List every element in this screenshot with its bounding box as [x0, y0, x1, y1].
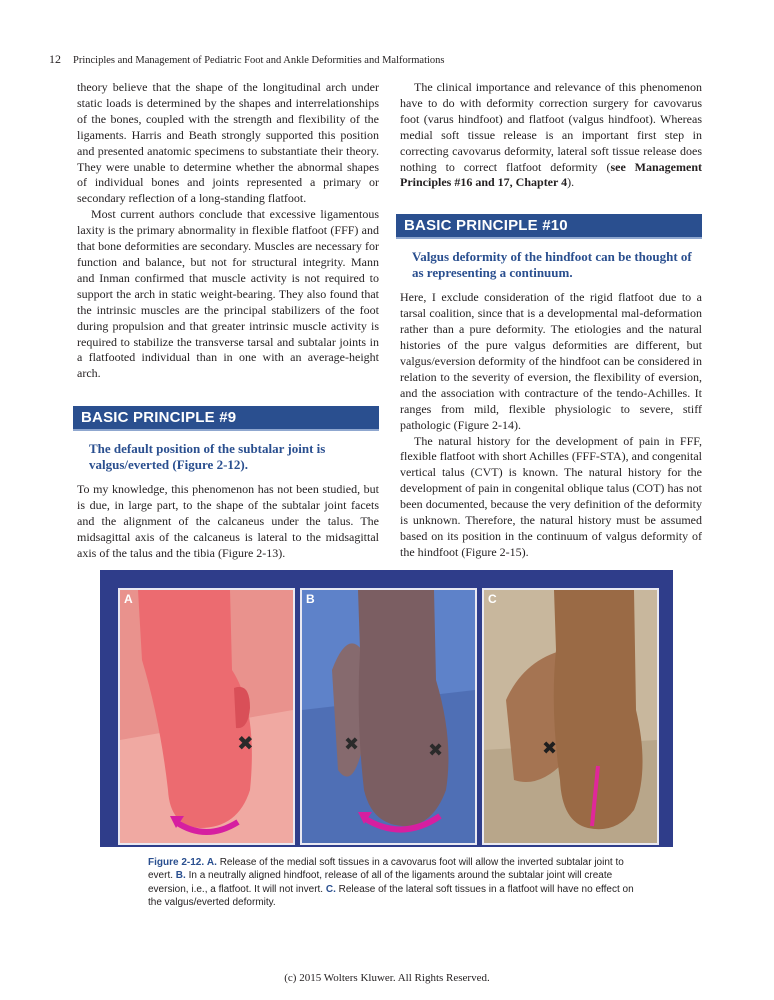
- heel-shape: [554, 590, 643, 829]
- caption-text-c: Release of the lateral soft tissues in a flatfoot will have no effect on the valgus/everted deformity.: [148, 883, 634, 909]
- left-column: [77, 80, 379, 562]
- caption-text-a: Release of the medial soft tissues in a cavovarus foot will allow the inverted subtalar joint to evert.: [148, 857, 624, 882]
- cross-reference: see Management Principles #16 and 17, Chapter 4: [400, 159, 702, 190]
- right-column: [400, 80, 702, 561]
- caption-text-b: In a neutrally aligned hindfoot, release of all of the ligaments around the subtalar joint will create eversion, i.e., a flatfoot. It will not invert.: [148, 870, 613, 895]
- figure-2-12: [100, 570, 673, 847]
- marker-x: ✖: [428, 740, 444, 761]
- paragraph: To my knowledge, this phenomenon has not been studied, but is due, in large part, to the shape of the subtalar joint facets and the alignment of the calcaneus under the talus. The midsagittal axis of the calcaneus is lateral to the midsagittal axis of the talus and the tibia (Figure 2-13).: [77, 482, 379, 560]
- paragraph: Most current authors conclude that excessive ligamentous laxity is the primary abnormality in flexible flatfoot (FFF) and that bone deformities are secondary. Muscles are necessary for function and balance, but not for structural integrity. Mann and Inman confirmed that muscle activity is not required to support the arch in static weight-bearing. They also found that the intrinsic muscles are the principal stabilizers of the foot during propulsion and that greater intrinsic muscle activity is required to stabilize the transverse tarsal and subtalar joints in a flatfooted individual than in one with an average-height arch.: [77, 207, 379, 381]
- paragraph: [400, 80, 702, 191]
- running-title: Principles and Management of Pediatric Foot and Ankle Deformities and Malformations: [73, 55, 445, 66]
- figure-panel-c: [482, 588, 659, 845]
- caption-label-a: A.: [206, 857, 217, 868]
- caption-label-b: B.: [175, 870, 186, 882]
- marker-x: ✖: [344, 734, 360, 755]
- paragraph: theory believe that the shape of the longitudinal arch under static loads is determined by the shapes and interrelationships of the bones, coupled with the strength and flexibility of the ligaments. Harris and Beath strongly supported this position and presented anatomic specimens to substantiate their theory. They were unable to determine whether the abnormal shapes of individual bones and joints represented a primary or secondary reflection of a long-standing flatfoot.: [77, 80, 379, 206]
- basic-principle-9-banner: BASIC PRINCIPLE #9: [73, 406, 379, 431]
- marker-x: ✖: [237, 731, 254, 755]
- photo-panel-b: [302, 590, 475, 843]
- running-header: [49, 52, 729, 67]
- panel-label: B: [306, 592, 315, 606]
- panel-label: C: [488, 592, 497, 606]
- panel-label: A: [124, 592, 133, 606]
- paragraph-text: ).: [567, 175, 575, 190]
- principle-statement: The default position of the subtalar joint is valgus/everted (Figure 2-12).: [89, 441, 326, 473]
- figure-caption: [148, 856, 648, 910]
- principle-statement: Valgus deformity of the hindfoot can be thought of as representing a continuum.: [412, 249, 692, 281]
- paragraph-text: The clinical importance and relevance of this phenomenon have to do with deformity correction surgery for cavovarus foot (varus hindfoot) and flatfoot (valgus hindfoot). Whereas medial soft tissue release is an important first step in correcting cavovarus deformity, lateral soft tissue release does nothing to correct flatfoot deformity (: [400, 80, 702, 174]
- basic-principle-10-banner: BASIC PRINCIPLE #10: [396, 214, 702, 239]
- marker-x: ✖: [542, 738, 558, 759]
- paragraph: Here, I exclude consideration of the rigid flatfoot due to a tarsal coalition, since that is a developmental mal-deformation rather than a pure deformity. The etiologies and the natural histories of the pure valgus deformities are different, but valgus/eversion deformity of the hindfoot can be considered in relation to the severity of eversion, the flexibility of eversion, and the association with contracture of the tendo-Achilles. It ranges from mild, flexible physiologic to severe, stiff pathologic (Figure 2-14).: [400, 290, 702, 432]
- page-number: 12: [49, 52, 61, 66]
- copyright-footer: (c) 2015 Wolters Kluwer. All Rights Reserved.: [284, 972, 490, 984]
- caption-label-c: C.: [325, 883, 336, 895]
- photo-panel-a: [120, 590, 293, 843]
- figure-panel-a: [118, 588, 295, 845]
- caption-figure-label: Figure 2-12.: [148, 857, 205, 868]
- photo-panel-c: [484, 590, 657, 843]
- figure-panel-b: [300, 588, 477, 845]
- paragraph: The natural history for the development of pain in FFF, flexible flatfoot with short Achilles (FFF-STA), and congenital vertical talus (CVT) is known. The natural history for the development of pain in congenital oblique talus (COT) has not been documented, because the very definition of the deformity is unknown. Therefore, the natural history must be assumed based on its position in the continuum of valgus deformity of the hindfoot (Figure 2-15).: [400, 433, 702, 559]
